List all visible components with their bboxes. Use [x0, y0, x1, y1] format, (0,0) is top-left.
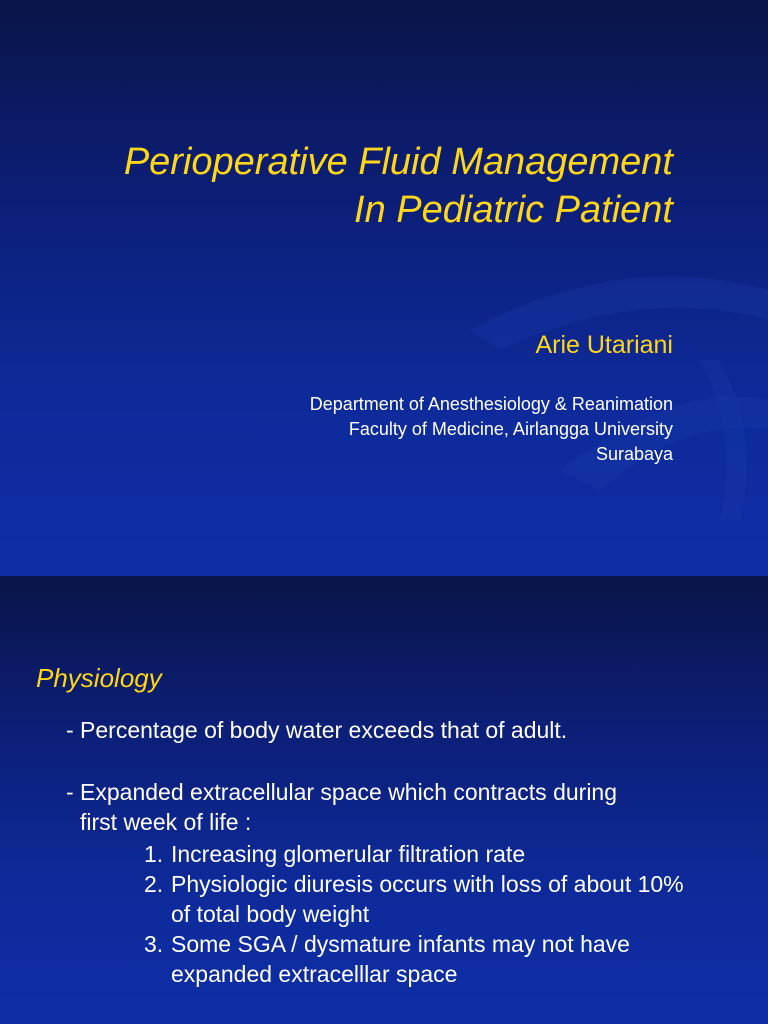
list-text-continued: expanded extracelllar space	[171, 961, 458, 987]
bullet-item: - Percentage of body water exceeds that of adult.	[66, 717, 568, 743]
list-text: Increasing glomerular filtration rate	[171, 841, 526, 867]
numbered-list	[144, 839, 684, 989]
section-heading: Physiology	[36, 663, 162, 693]
affiliation	[173, 392, 673, 467]
list-text-continued: of total body weight	[171, 901, 370, 927]
list-text: Some SGA / dysmature infants may not have	[171, 931, 630, 957]
list-item	[144, 869, 684, 929]
list-text: Physiologic diuresis occurs with loss of about 10%	[171, 871, 684, 897]
physiology-slide	[0, 576, 768, 1024]
bullet-line: - Expanded extracellular space which contracts during	[66, 779, 618, 805]
bullet-item	[66, 777, 617, 837]
slide-title	[33, 138, 673, 234]
affiliation-department: Department of Anesthesiology & Reanimation	[309, 394, 673, 414]
affiliation-city: Surabaya	[595, 444, 673, 464]
title-line-1: Perioperative Fluid Management	[123, 141, 673, 183]
affiliation-faculty: Faculty of Medicine, Airlangga University	[348, 419, 673, 439]
title-line-2: In Pediatric Patient	[354, 189, 673, 231]
author-name: Arie Utariani	[535, 331, 673, 359]
list-number: 3.	[144, 931, 164, 957]
list-number: 2.	[144, 871, 164, 897]
bullet-line-continued: first week of life :	[80, 809, 252, 835]
list-number: 1.	[144, 841, 164, 867]
list-item	[144, 839, 684, 869]
list-item	[144, 929, 684, 989]
